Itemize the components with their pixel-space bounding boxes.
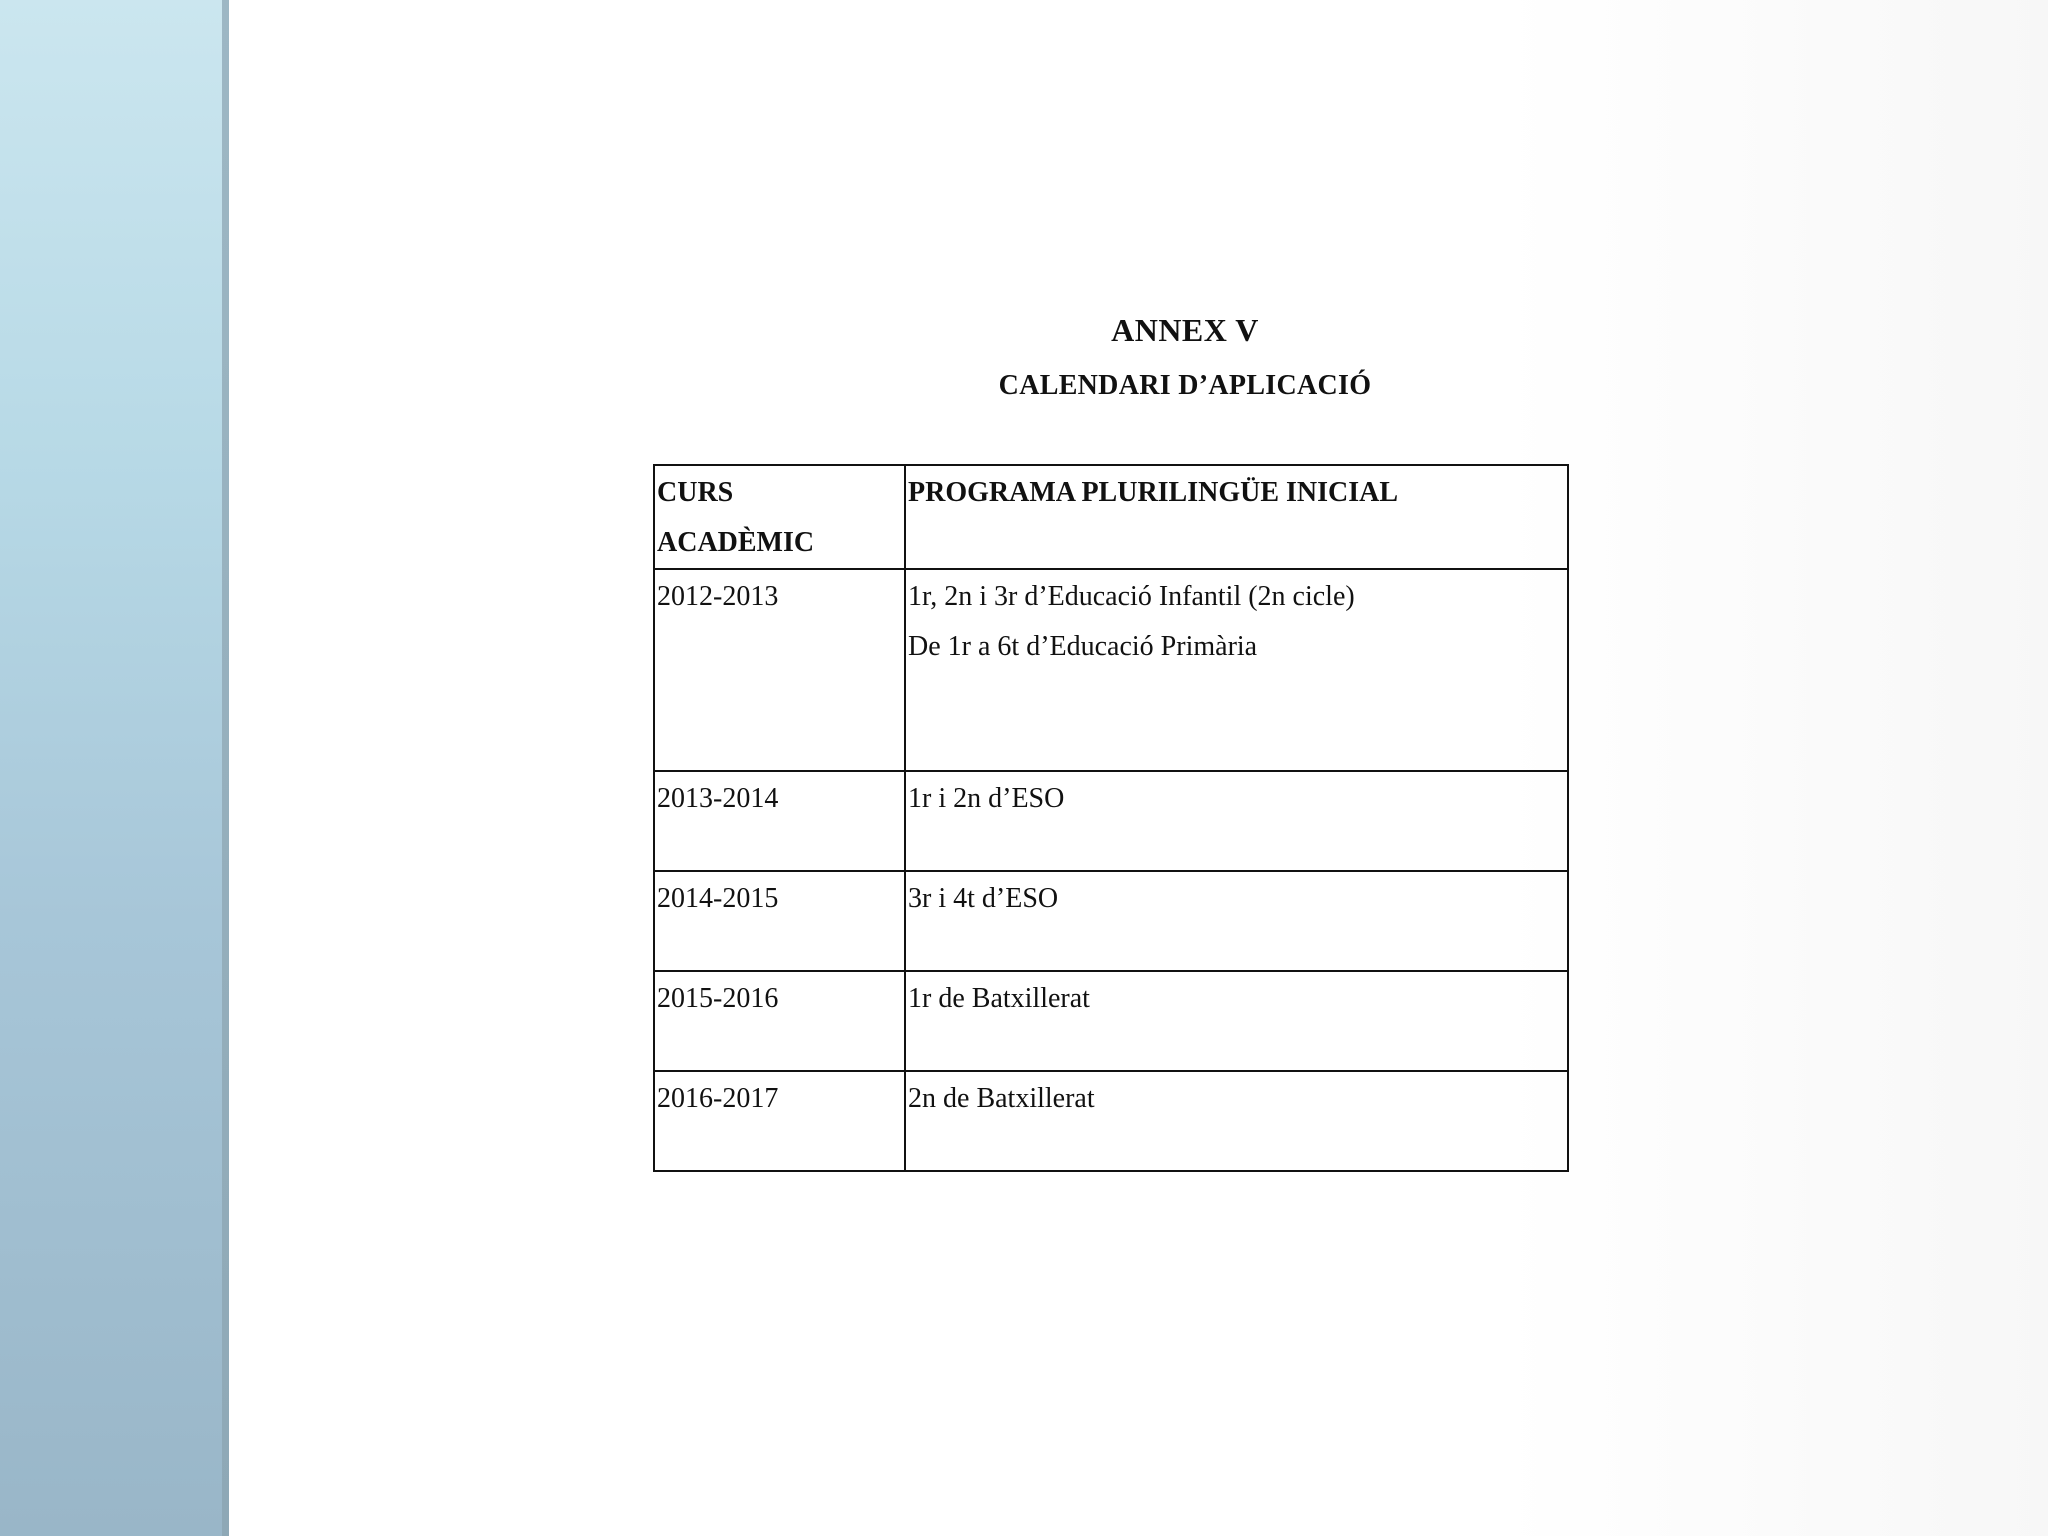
program-cell	[905, 771, 1568, 871]
year-label: 2012-2013	[657, 581, 779, 612]
program-line: 1r i 2n d’ESO	[908, 783, 1065, 814]
program-line: 3r i 4t d’ESO	[908, 883, 1059, 914]
year-cell	[654, 871, 905, 971]
side-decoration-band	[0, 0, 222, 1536]
program-line: De 1r a 6t d’Educació Primària	[908, 631, 1258, 662]
header-year-line-1: CURS	[657, 477, 734, 508]
header-program-label: PROGRAMA PLURILINGÜE INICIAL	[908, 477, 1399, 508]
side-decoration-edge	[222, 0, 229, 1536]
program-line: 1r, 2n i 3r d’Educació Infantil (2n cicle)	[908, 581, 1355, 612]
year-label: 2016-2017	[657, 1083, 779, 1114]
header-academic-year	[654, 465, 905, 569]
table-row	[654, 771, 1568, 871]
table-row	[654, 871, 1568, 971]
year-label: 2013-2014	[657, 783, 779, 814]
table-header-row	[654, 465, 1568, 569]
year-cell	[654, 771, 905, 871]
header-year-line-2: ACADÈMIC	[657, 527, 815, 558]
table-row	[654, 1071, 1568, 1171]
document-subtitle: CALENDARI D’APLICACIÓ	[998, 370, 1372, 401]
year-label: 2014-2015	[657, 883, 779, 914]
year-label: 2015-2016	[657, 983, 779, 1014]
program-cell	[905, 871, 1568, 971]
year-cell	[654, 971, 905, 1071]
program-cell	[905, 569, 1568, 771]
program-cell	[905, 1071, 1568, 1171]
header-program	[905, 465, 1568, 569]
year-cell	[654, 1071, 905, 1171]
calendar-table	[653, 464, 1569, 1172]
table-row	[654, 569, 1568, 771]
year-cell	[654, 569, 905, 771]
document-title: ANNEX V	[1111, 312, 1259, 348]
program-line: 1r de Batxillerat	[908, 983, 1090, 1014]
table-row	[654, 971, 1568, 1071]
program-line: 2n de Batxillerat	[908, 1083, 1095, 1114]
program-cell	[905, 971, 1568, 1071]
